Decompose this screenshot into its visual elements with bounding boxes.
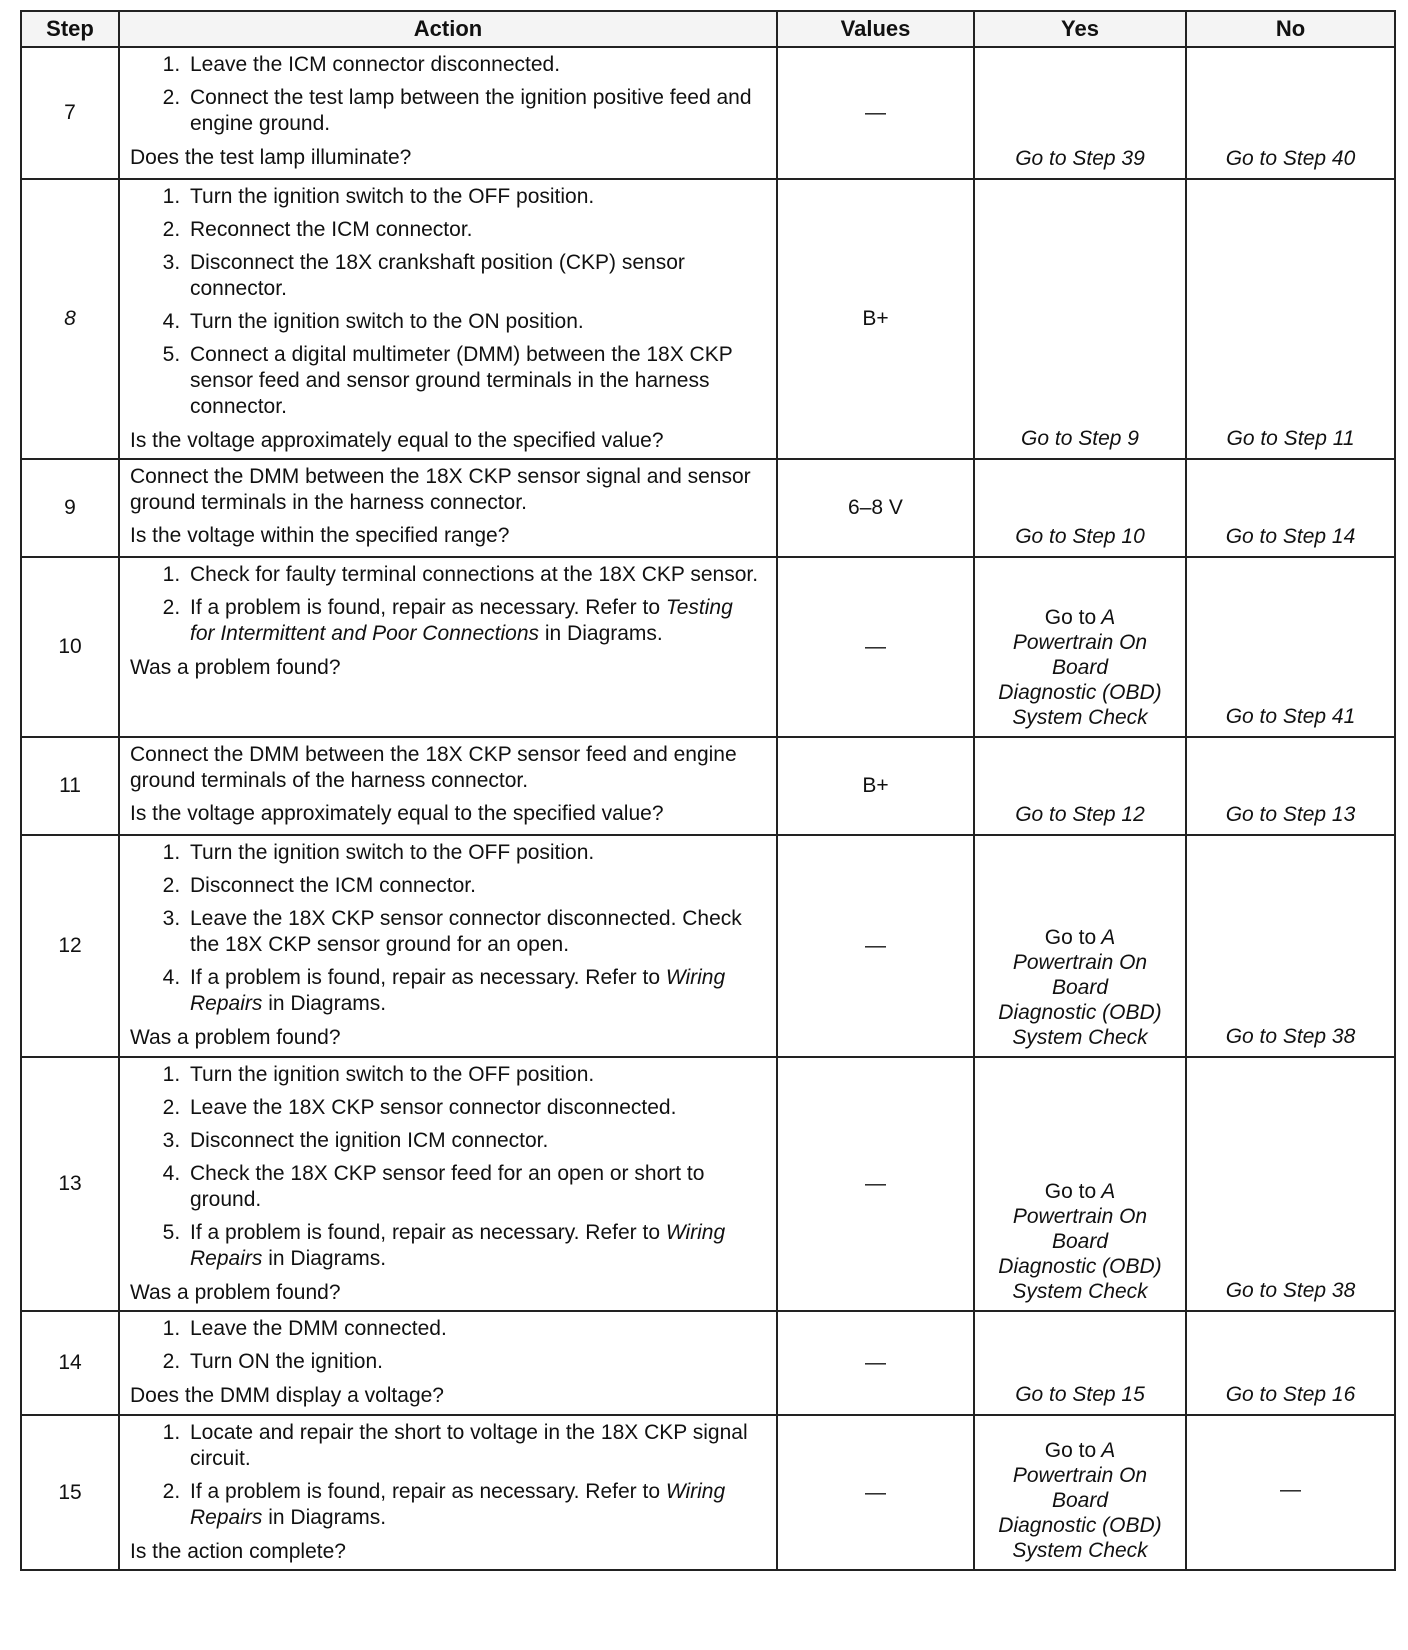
action-question: Is the action complete? — [130, 1540, 346, 1563]
no-cell: Go to Step 38 — [1186, 1057, 1395, 1311]
obd-line: Powertrain On — [1012, 1205, 1148, 1228]
action-item: 1. Leave the DMM connected. — [186, 1316, 762, 1342]
action-item: 1. Turn the ignition switch to the OFF position. — [186, 1062, 762, 1088]
action-question: Was a problem found? — [130, 1026, 341, 1049]
action-item-text: in Diagrams. — [268, 992, 387, 1015]
step-number: 7 — [21, 47, 119, 179]
action-cell — [119, 835, 777, 1057]
obd-line: Board — [1051, 1489, 1109, 1512]
header-action: Action — [119, 11, 777, 47]
table-row-step-7 — [21, 47, 1395, 179]
action-question: Does the DMM display a voltage? — [130, 1384, 444, 1407]
action-item — [186, 965, 762, 1017]
action-question: Is the voltage approximately equal to the specified value? — [130, 802, 664, 825]
value-cell: B+ — [777, 179, 974, 459]
yes-cell: Go to Step 9 — [974, 179, 1186, 459]
action-item: 5. Connect a digital multimeter (DMM) between the 18X CKP sensor feed and sensor ground terminals in the harness connector. — [186, 342, 762, 420]
obd-line: Board — [1051, 656, 1109, 679]
obd-line: Diagnostic (OBD) — [998, 681, 1162, 704]
action-item: 4. Turn the ignition switch to the ON position. — [186, 309, 762, 335]
action-item: 3. Disconnect the 18X crankshaft position (CKP) sensor connector. — [186, 250, 762, 302]
obd-a: A — [1101, 926, 1116, 949]
table-row-step-12 — [21, 835, 1395, 1057]
obd-line: Powertrain On — [1012, 951, 1148, 974]
no-cell: Go to Step 16 — [1186, 1311, 1395, 1415]
table-row-step-15 — [21, 1415, 1395, 1570]
action-question: Is the voltage approximately equal to the specified value? — [130, 429, 664, 452]
obd-line: System Check — [1012, 1280, 1148, 1303]
value-cell: — — [777, 557, 974, 737]
action-question: Was a problem found? — [130, 656, 341, 679]
header-yes: Yes — [974, 11, 1186, 47]
action-item: 1. Turn the ignition switch to the OFF position. — [186, 840, 762, 866]
no-cell: Go to Step 14 — [1186, 459, 1395, 557]
value-cell: B+ — [777, 737, 974, 835]
action-item: 2. Disconnect the ICM connector. — [186, 873, 762, 899]
yes-cell — [974, 1415, 1186, 1570]
action-cell — [119, 459, 777, 557]
obd-line: Board — [1051, 1230, 1109, 1253]
no-cell: Go to Step 40 — [1186, 47, 1395, 179]
obd-a: A — [1101, 1180, 1116, 1203]
header-step: Step — [21, 11, 119, 47]
action-item: 3. Disconnect the ignition ICM connector. — [186, 1128, 762, 1154]
value-cell: — — [777, 1311, 974, 1415]
action-item-text: If a problem is found, repair as necessary. Refer to — [190, 966, 660, 989]
action-item-text: in Diagrams. — [544, 622, 663, 645]
step-number: 14 — [21, 1311, 119, 1415]
reference-link-text: Wiring Repairs — [190, 1221, 726, 1270]
step-number: 9 — [21, 459, 119, 557]
yes-cell: Go to Step 10 — [974, 459, 1186, 557]
table-row-step-14 — [21, 1311, 1395, 1415]
no-cell: Go to Step 38 — [1186, 835, 1395, 1057]
action-item: 3. Leave the 18X CKP sensor connector disconnected. Check the 18X CKP sensor ground for an open. — [186, 906, 762, 958]
action-item: 2. Turn ON the ignition. — [186, 1349, 762, 1375]
action-item: 2. Leave the 18X CKP sensor connector disconnected. — [186, 1095, 762, 1121]
obd-line: Diagnostic (OBD) — [998, 1001, 1162, 1024]
table-row-step-11 — [21, 737, 1395, 835]
no-cell: — — [1186, 1415, 1395, 1570]
action-question: Was a problem found? — [130, 1281, 341, 1304]
action-question: Is the voltage within the specified range? — [130, 524, 510, 547]
action-cell — [119, 1415, 777, 1570]
value-cell: — — [777, 47, 974, 179]
action-item — [186, 1220, 762, 1272]
yes-cell — [974, 1057, 1186, 1311]
no-cell: Go to Step 13 — [1186, 737, 1395, 835]
diagnostic-table — [20, 10, 1396, 1571]
step-number: 12 — [21, 835, 119, 1057]
yes-cell: Go to Step 12 — [974, 737, 1186, 835]
step-number: 11 — [21, 737, 119, 835]
table-row-step-13 — [21, 1057, 1395, 1311]
header-no: No — [1186, 11, 1395, 47]
action-question: Does the test lamp illuminate? — [130, 146, 412, 169]
table-row-step-10 — [21, 557, 1395, 737]
action-item-text: If a problem is found, repair as necessary. Refer to — [190, 1480, 660, 1503]
action-item: 2. Reconnect the ICM connector. — [186, 217, 762, 243]
action-cell — [119, 47, 777, 179]
action-item-text: If a problem is found, repair as necessary. Refer to — [190, 596, 660, 619]
step-number: 8 — [21, 179, 119, 459]
yes-cell: Go to Step 39 — [974, 47, 1186, 179]
obd-a: A — [1101, 1439, 1116, 1462]
reference-link-text: Wiring Repairs — [190, 966, 726, 1015]
obd-line: System Check — [1012, 706, 1148, 729]
action-item — [186, 595, 762, 647]
no-cell: Go to Step 41 — [1186, 557, 1395, 737]
table-row-step-9 — [21, 459, 1395, 557]
obd-line: Powertrain On — [1012, 1464, 1148, 1487]
yes-cell: Go to Step 15 — [974, 1311, 1186, 1415]
action-text: Connect the DMM between the 18X CKP sensor signal and sensor ground terminals in the harness connector. — [130, 465, 751, 514]
action-item: 1. Locate and repair the short to voltage in the 18X CKP signal circuit. — [186, 1420, 762, 1472]
value-cell: — — [777, 835, 974, 1057]
action-cell — [119, 557, 777, 737]
obd-line: Board — [1051, 976, 1109, 999]
table-row-step-8 — [21, 179, 1395, 459]
action-item: 1. Turn the ignition switch to the OFF position. — [186, 184, 762, 210]
action-cell — [119, 1057, 777, 1311]
yes-cell — [974, 835, 1186, 1057]
value-cell: 6–8 V — [777, 459, 974, 557]
obd-line: Diagnostic (OBD) — [998, 1514, 1162, 1537]
no-cell: Go to Step 11 — [1186, 179, 1395, 459]
step-number: 10 — [21, 557, 119, 737]
action-cell — [119, 1311, 777, 1415]
obd-line: System Check — [1012, 1539, 1148, 1562]
header-values: Values — [777, 11, 974, 47]
obd-line: System Check — [1012, 1026, 1148, 1049]
obd-line: Powertrain On — [1012, 631, 1148, 654]
reference-link-text: Wiring Repairs — [190, 1480, 726, 1529]
action-item-text: in Diagrams. — [268, 1506, 387, 1529]
action-item-text: If a problem is found, repair as necessary. Refer to — [190, 1221, 660, 1244]
action-item-text: in Diagrams. — [268, 1247, 387, 1270]
obd-a: A — [1101, 606, 1116, 629]
action-item: 1. Check for faulty terminal connections at the 18X CKP sensor. — [186, 562, 762, 588]
yes-cell — [974, 557, 1186, 737]
step-number: 15 — [21, 1415, 119, 1570]
obd-go-to: Go to — [1044, 1180, 1097, 1203]
action-item: 4. Check the 18X CKP sensor feed for an open or short to ground. — [186, 1161, 762, 1213]
obd-line: Diagnostic (OBD) — [998, 1255, 1162, 1278]
obd-go-to: Go to — [1044, 606, 1097, 629]
action-cell — [119, 737, 777, 835]
value-cell: — — [777, 1057, 974, 1311]
action-item: 2. Connect the test lamp between the ignition positive feed and engine ground. — [186, 85, 762, 137]
action-item: 1. Leave the ICM connector disconnected. — [186, 52, 762, 78]
value-cell: — — [777, 1415, 974, 1570]
step-number: 13 — [21, 1057, 119, 1311]
action-cell — [119, 179, 777, 459]
action-text: Connect the DMM between the 18X CKP sensor feed and engine ground terminals of the harness connector. — [130, 743, 737, 792]
header-row — [21, 11, 1395, 47]
obd-go-to: Go to — [1044, 926, 1097, 949]
obd-go-to: Go to — [1044, 1439, 1097, 1462]
reference-link-text: Testing for Intermittent and Poor Connections — [190, 596, 733, 645]
action-item — [186, 1479, 762, 1531]
